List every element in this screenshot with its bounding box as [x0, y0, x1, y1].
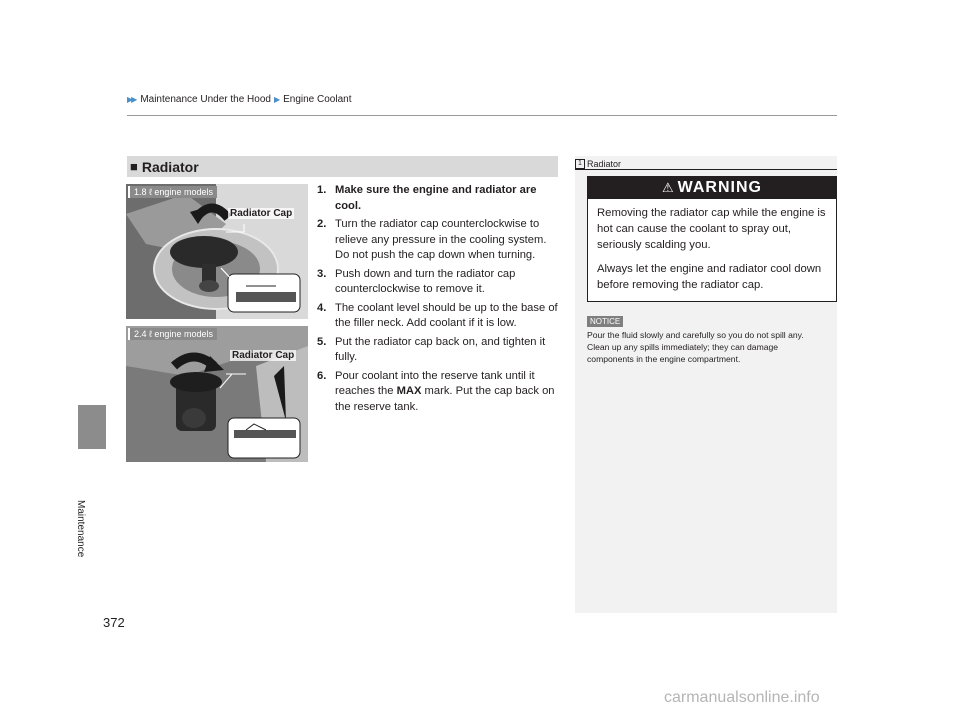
- radiator-figure-1: [126, 184, 308, 319]
- section-square-icon: ■: [130, 159, 138, 174]
- radiator-cap-label: Radiator Cap: [230, 208, 293, 219]
- step-item: [317, 183, 560, 214]
- breadcrumb-separator-icon: ▶: [273, 95, 279, 104]
- header-rule: [127, 115, 837, 116]
- breadcrumb-item[interactable]: Engine Coolant: [283, 94, 352, 105]
- max-mark-label: MAX: [396, 385, 422, 397]
- step-number: 6.: [317, 369, 327, 382]
- step-text: Put the radiator cap back on, and tighten it fully.: [335, 335, 546, 363]
- breadcrumb-item[interactable]: Maintenance Under the Hood: [140, 94, 271, 105]
- step-text: Push down and turn the radiator cap counterclockwise to remove it.: [335, 267, 516, 295]
- watermark: carmanualsonline.info: [664, 689, 820, 706]
- sidebar-header: [575, 159, 621, 169]
- step-number: 3.: [317, 267, 327, 280]
- page-number: 372: [103, 615, 125, 630]
- procedure-steps: [317, 183, 560, 418]
- warning-text: Always let the engine and radiator cool down before removing the radiator cap.: [597, 263, 822, 291]
- warning-title: WARNING: [677, 179, 762, 196]
- engine-model-tag: 1.8 ℓ engine models: [128, 186, 217, 198]
- warning-text: Removing the radiator cap while the engine is hot can cause the coolant to spray out, seriously scalding you.: [597, 207, 826, 251]
- engine-illustration: [126, 184, 308, 319]
- step-text-b: mark. Put the cap back on the reserve tank.: [335, 385, 555, 413]
- notes-sidebar: [575, 156, 837, 613]
- chapter-label: Maintenance: [75, 500, 86, 558]
- step-number: 2.: [317, 218, 327, 230]
- step-item: [317, 267, 560, 298]
- step-text: [335, 369, 560, 416]
- section-title: Radiator: [141, 158, 199, 175]
- step-text: Make sure the engine and radiator are cool.: [335, 184, 537, 212]
- step-text: The coolant level should be up to the base of the filler neck. Add coolant if it is low.: [335, 301, 558, 329]
- step-item: [317, 369, 560, 416]
- step-number: 4.: [317, 301, 327, 314]
- step-item: [317, 217, 560, 264]
- step-number: 1.: [317, 184, 327, 196]
- step-number: 5.: [317, 335, 327, 348]
- sidebar-rule: [575, 169, 837, 170]
- radiator-figure-2: [126, 326, 308, 462]
- warning-box: [587, 176, 837, 302]
- chapter-tab: [78, 405, 106, 449]
- engine-illustration: [126, 326, 308, 462]
- engine-model-tag: 2.4 ℓ engine models: [128, 328, 217, 340]
- warning-header: [588, 177, 836, 199]
- notice-badge: NOTICE: [587, 316, 623, 327]
- step-text-a: Pour coolant into the reserve tank until it reaches the: [335, 369, 535, 397]
- section-heading: [127, 156, 558, 177]
- notice-text: Pour the fluid slowly and carefully so you do not spill any. Clean up any spills immediately; they can damage components in the engine compartment.: [587, 330, 804, 364]
- breadcrumb: [127, 94, 352, 105]
- reference-icon: 1: [575, 159, 585, 169]
- step-item: [317, 301, 560, 332]
- step-text: Turn the radiator cap counterclockwise to relieve any pressure in the cooling system. Do not push the cap down when turning.: [335, 218, 547, 261]
- step-item: [317, 335, 560, 366]
- breadcrumb-arrow-icon: ▶▶: [127, 95, 136, 104]
- sidebar-header-title: Radiator: [587, 159, 622, 169]
- warning-triangle-icon: ⚠: [662, 180, 674, 195]
- radiator-cap-label: Radiator Cap: [232, 350, 295, 361]
